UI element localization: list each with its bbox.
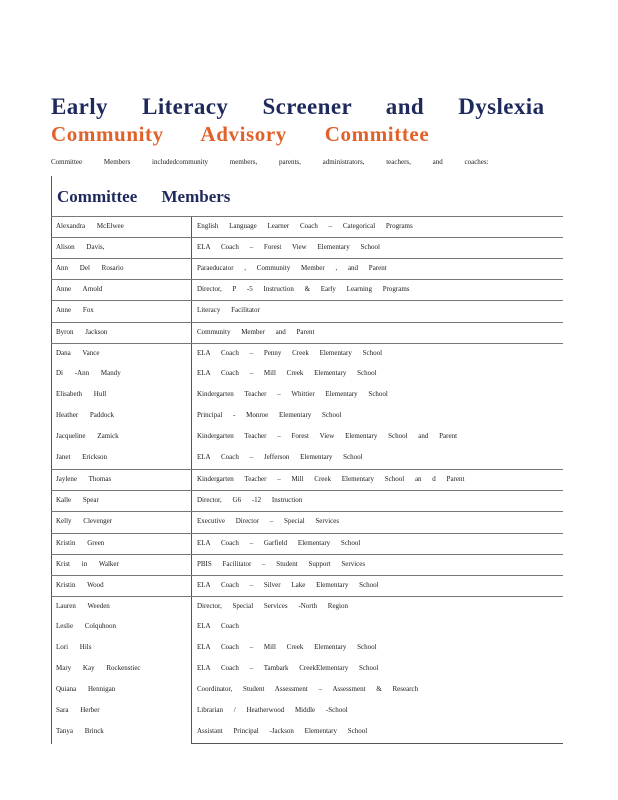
table-row xyxy=(51,406,563,427)
member-role: ELA Coach – Silver Lake Elementary School xyxy=(197,580,379,589)
member-name: Leslie Colquhoon xyxy=(56,621,116,630)
member-role: Director, G6 -12 Instruction xyxy=(197,496,303,505)
member-name: Krist in Walker xyxy=(56,559,119,568)
member-name: Heather Paddock xyxy=(56,410,115,419)
member-role: Executive Director – Special Services xyxy=(197,517,340,526)
member-name: Kristin Green xyxy=(56,538,105,547)
table-row xyxy=(51,680,563,701)
table-row xyxy=(51,322,563,344)
table-row xyxy=(51,469,563,491)
member-role: ELA Coach xyxy=(197,621,239,630)
intro-text: Committee Members includedcommunity members, parents, administrators, teachers, and coaches: xyxy=(51,158,489,166)
table-row xyxy=(51,427,563,448)
table-row xyxy=(51,216,563,238)
member-name: Sara Herber xyxy=(56,706,100,715)
table-row xyxy=(51,448,563,469)
table-row xyxy=(51,258,563,280)
member-name: Anne Fox xyxy=(56,306,94,315)
member-name: Elisabeth Hull xyxy=(56,389,107,398)
table-row xyxy=(51,554,563,576)
member-name: Mary Kay Rockenstiec xyxy=(56,664,141,673)
member-name: Janet Erickson xyxy=(56,453,108,462)
document-title-line-2: Community Advisory Committee xyxy=(51,122,430,146)
member-role: Kindergarten Teacher – Mill Creek Elementary School an d Parent xyxy=(197,475,465,484)
table-row xyxy=(51,490,563,512)
member-role: Assistant Principal -Jackson Elementary School xyxy=(197,727,368,736)
table-row xyxy=(51,237,563,259)
member-name: Dana Vance xyxy=(56,348,100,357)
member-name: Alexandra McElwee xyxy=(56,222,124,230)
member-name: Kalle Spear xyxy=(56,496,99,505)
table-heading: Committee Members xyxy=(57,187,231,206)
table-row xyxy=(51,722,563,743)
member-name: Kelly Clevenger xyxy=(56,517,113,526)
document-title-line-1: Early Literacy Screener and Dyslexia xyxy=(51,94,545,119)
member-name: Lori Hils xyxy=(56,643,92,651)
member-role: Paraeducator , Community Member , and Parent xyxy=(197,264,387,273)
member-role: Coordinator, Student Assessment – Assessment & Research xyxy=(197,685,419,694)
table-row xyxy=(51,385,563,406)
member-role: ELA Coach – Jefferson Elementary School xyxy=(197,453,363,462)
member-role: PBIS Facilitator – Student Support Services xyxy=(197,559,366,568)
member-role: Director, Special Services -North Region xyxy=(197,601,348,610)
member-name: Quiana Hennigan xyxy=(56,685,116,694)
table-row xyxy=(51,279,563,301)
table-row xyxy=(51,300,563,322)
member-name: Kristin Wood xyxy=(56,580,104,589)
member-name: Ann Del Rosario xyxy=(56,264,124,273)
member-role: Librarian / Heatherwood Middle -School xyxy=(197,706,348,715)
member-role: Kindergarten Teacher – Forest View Elementary School and Parent xyxy=(197,432,458,440)
member-name: Lauren Weeden xyxy=(56,601,110,610)
member-role: Director, P -5 Instruction & Early Learning Programs xyxy=(197,285,410,294)
member-name: Alison Davis, xyxy=(56,243,105,252)
table-row xyxy=(51,596,563,618)
table-row xyxy=(51,701,563,722)
member-role: ELA Coach – Tambark CreekElementary School xyxy=(197,664,379,673)
member-role: Literacy Facilitator xyxy=(197,306,260,315)
member-role: Principal - Monroe Elementary School xyxy=(197,410,342,419)
table-row xyxy=(51,364,563,385)
member-role: Community Member and Parent xyxy=(197,327,315,336)
member-name: Tanya Brinck xyxy=(56,727,104,736)
member-name: Jacqueline Zamick xyxy=(56,432,119,440)
member-role: ELA Coach – Garfield Elementary School xyxy=(197,538,361,547)
member-name: Jaylene Thomas xyxy=(56,475,112,484)
table-row xyxy=(51,533,563,555)
member-role: Kindergarten Teacher – Whittier Elementary School xyxy=(197,389,388,398)
table-row xyxy=(51,659,563,680)
member-role: ELA Coach – Mill Creek Elementary School xyxy=(197,643,377,651)
table-row xyxy=(51,511,563,533)
table-row xyxy=(51,617,563,638)
member-name: Di -Ann Mandy xyxy=(56,368,121,377)
table-row xyxy=(51,575,563,597)
member-name: Byron Jackson xyxy=(56,327,108,336)
table-row xyxy=(51,638,563,659)
member-role: ELA Coach – Forest View Elementary School xyxy=(197,243,380,252)
member-role: ELA Coach – Penny Creek Elementary School xyxy=(197,348,383,357)
member-role: ELA Coach – Mill Creek Elementary School xyxy=(197,368,377,377)
table-row xyxy=(51,343,563,365)
member-name: Anne Arnold xyxy=(56,285,103,294)
member-role: English Language Learner Coach – Categorical Programs xyxy=(197,222,413,230)
committee-members-table xyxy=(51,176,563,744)
